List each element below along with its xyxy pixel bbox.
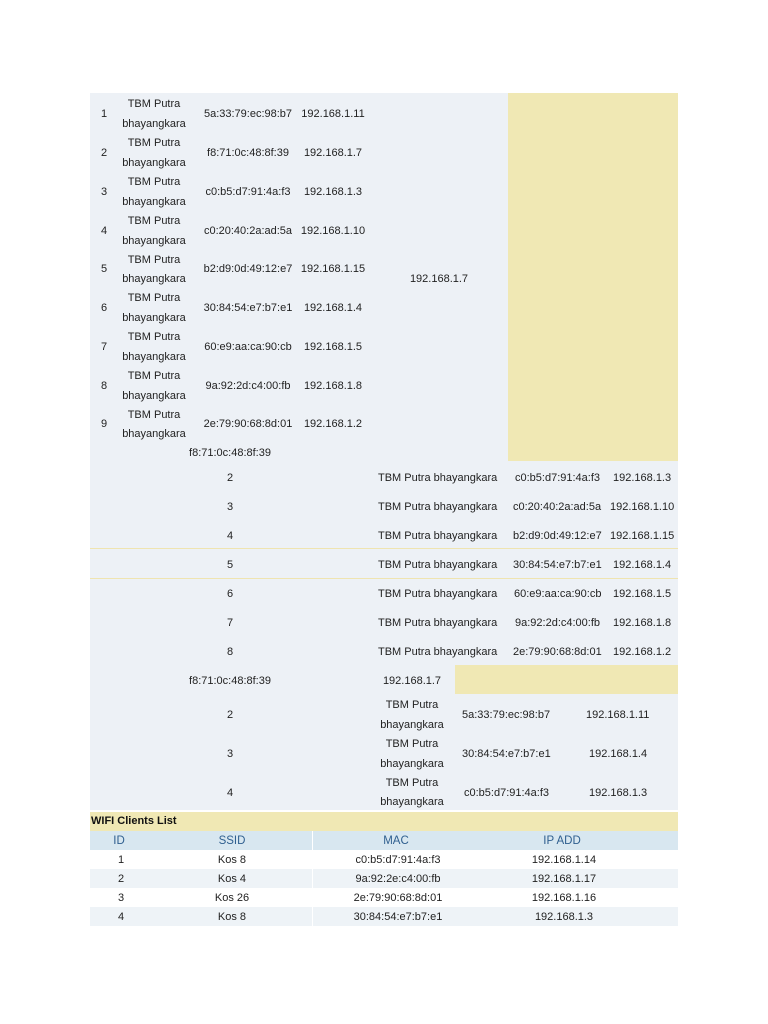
- cell-ssid: Kos 8: [217, 854, 247, 866]
- cell-ip: 192.168.1.17: [531, 873, 597, 885]
- row-id: 4: [226, 530, 234, 542]
- row-name-line2: bhayangkara: [122, 273, 186, 285]
- row-id: 8: [226, 646, 234, 658]
- header-id: ID: [113, 835, 125, 847]
- row-ip: 192.168.1.11: [301, 108, 365, 120]
- row-mac: c0:b5:d7:91:4a:f3: [205, 186, 291, 198]
- row-name-line2: bhayangkara: [380, 796, 444, 808]
- row-name: TBM Putra bhayangkara: [378, 530, 498, 542]
- row-ip: 192.168.1.5: [613, 588, 672, 600]
- row-name-line1: TBM Putra: [127, 254, 181, 266]
- cell-mac: 9a:92:2e:c4:00:fb: [355, 873, 441, 885]
- row-name: TBM Putra bhayangkara: [378, 588, 498, 600]
- row-ip: 192.168.1.8: [613, 617, 672, 629]
- row-mac: c0:20:40:2a:ad:5a: [513, 501, 602, 513]
- row-ip: 192.168.1.15: [300, 263, 366, 275]
- row-ip: 192.168.1.2: [613, 646, 672, 658]
- cell-mac: 2e:79:90:68:8d:01: [353, 892, 443, 904]
- row-id: 5: [100, 263, 108, 275]
- row-mac: 30:84:54:e7:b7:e1: [203, 302, 293, 314]
- row-name-line2: bhayangkara: [122, 157, 186, 169]
- row-ip: 192.168.1.3: [613, 472, 672, 484]
- row-ip: 192.168.1.10: [610, 501, 675, 513]
- row-mac: 2e:79:90:68:8d:01: [513, 646, 602, 658]
- row-id: 3: [226, 501, 234, 513]
- row-name-line1: TBM Putra: [127, 331, 181, 343]
- row-mac: f8:71:0c:48:8f:39: [207, 147, 289, 159]
- row-name-line2: bhayangkara: [122, 196, 186, 208]
- row-id: 2: [226, 472, 234, 484]
- row-mac: 9a:92:2d:c4:00:fb: [515, 617, 601, 629]
- row-ip: 192.168.1.8: [303, 380, 363, 392]
- cell-mac: 30:84:54:e7:b7:e1: [353, 911, 443, 923]
- row-ip: 192.168.1.5: [303, 341, 363, 353]
- row-name: TBM Putra bhayangkara: [378, 646, 498, 658]
- row-name-line1: TBM Putra: [127, 137, 181, 149]
- section2-divider-top: [90, 548, 678, 549]
- wifi-column-divider: [312, 831, 313, 926]
- row-name-line2: bhayangkara: [122, 390, 186, 402]
- row-name-line1: TBM Putra: [127, 215, 181, 227]
- row-id: 2: [226, 709, 234, 721]
- cell-ssid: Kos 26: [214, 892, 250, 904]
- row-mac: 30:84:54:e7:b7:e1: [462, 748, 551, 760]
- row-mac: 30:84:54:e7:b7:e1: [513, 559, 602, 571]
- cell-ip: 192.168.1.16: [531, 892, 597, 904]
- section2-footer-mac: f8:71:0c:48:8f:39: [189, 675, 271, 687]
- wifi-title-bar: [90, 812, 678, 831]
- row-id: 8: [100, 380, 108, 392]
- row-id: 7: [100, 341, 108, 353]
- cell-id: 3: [117, 892, 125, 904]
- row-mac: 60:e9:aa:ca:90:cb: [514, 588, 602, 600]
- row-name-line1: TBM Putra: [127, 98, 181, 110]
- row-name: TBM Putra bhayangkara: [378, 472, 498, 484]
- section2-footer-ip: 192.168.1.7: [382, 675, 442, 687]
- section1-footer-mac: f8:71:0c:48:8f:39: [189, 447, 271, 459]
- row-mac: c0:b5:d7:91:4a:f3: [515, 472, 601, 484]
- row-id: 4: [100, 225, 108, 237]
- row-mac: c0:b5:d7:91:4a:f3: [464, 787, 550, 799]
- row-mac: c0:20:40:2a:ad:5a: [203, 225, 293, 237]
- row-name-line1: TBM Putra: [127, 409, 181, 421]
- row-id: 1: [100, 108, 108, 120]
- row-ip: 192.168.1.4: [613, 559, 672, 571]
- row-id: 3: [226, 748, 234, 760]
- row-id: 3: [100, 186, 108, 198]
- row-ip: 192.168.1.4: [303, 302, 363, 314]
- cell-id: 4: [117, 911, 125, 923]
- row-name-line1: TBM Putra: [127, 292, 181, 304]
- row-ip: 192.168.1.11: [586, 709, 650, 721]
- row-ip: 192.168.1.7: [303, 147, 363, 159]
- row-name-line1: TBM Putra: [127, 176, 181, 188]
- row-id: 6: [226, 588, 234, 600]
- cell-ip: 192.168.1.3: [534, 911, 594, 923]
- cell-id: 2: [117, 873, 125, 885]
- header-ip: IP ADD: [543, 835, 581, 847]
- row-ip: 192.168.1.15: [610, 530, 675, 542]
- row-name: TBM Putra bhayangkara: [378, 559, 498, 571]
- row-name-line1: TBM Putra: [385, 699, 439, 711]
- row-name-line1: TBM Putra: [127, 370, 181, 382]
- wifi-table-title: WIFI Clients List: [91, 815, 177, 827]
- row-name-line1: TBM Putra: [385, 738, 439, 750]
- cell-ssid: Kos 8: [217, 911, 247, 923]
- cell-id: 1: [117, 854, 125, 866]
- section1-yellow-block: [508, 93, 678, 461]
- section2-divider-bottom: [90, 578, 678, 579]
- row-ip: 192.168.1.3: [303, 186, 363, 198]
- row-mac: 60:e9:aa:ca:90:cb: [204, 341, 292, 353]
- row-name-line1: TBM Putra: [385, 777, 439, 789]
- row-name-line2: bhayangkara: [122, 351, 186, 363]
- row-mac: b2:d9:0d:49:12:e7: [203, 263, 293, 275]
- row-mac: 5a:33:79:ec:98:b7: [462, 709, 551, 721]
- cell-ssid: Kos 4: [217, 873, 247, 885]
- cell-ip: 192.168.1.14: [531, 854, 597, 866]
- row-id: 6: [100, 302, 108, 314]
- row-ip: 192.168.1.3: [589, 787, 648, 799]
- row-id: 9: [100, 418, 108, 430]
- row-name-line2: bhayangkara: [380, 719, 444, 731]
- row-name-line2: bhayangkara: [122, 235, 186, 247]
- section3-yellow-block: [455, 665, 678, 694]
- row-ip: 192.168.1.4: [589, 748, 648, 760]
- row-mac: 5a:33:79:ec:98:b7: [203, 108, 293, 120]
- row-name-line2: bhayangkara: [122, 118, 186, 130]
- row-mac: b2:d9:0d:49:12:e7: [513, 530, 602, 542]
- row-id: 5: [226, 559, 234, 571]
- row-mac: 2e:79:90:68:8d:01: [203, 418, 293, 430]
- row-id: 2: [100, 147, 108, 159]
- gateway-ip: 192.168.1.7: [409, 273, 469, 285]
- row-ip: 192.168.1.2: [303, 418, 363, 430]
- row-mac: 9a:92:2d:c4:00:fb: [205, 380, 291, 392]
- row-ip: 192.168.1.10: [300, 225, 366, 237]
- row-name-line2: bhayangkara: [122, 312, 186, 324]
- header-ssid: SSID: [218, 835, 246, 847]
- row-id: 4: [226, 787, 234, 799]
- row-id: 7: [226, 617, 234, 629]
- row-name: TBM Putra bhayangkara: [378, 501, 498, 513]
- row-name-line2: bhayangkara: [380, 758, 444, 770]
- cell-mac: c0:b5:d7:91:4a:f3: [355, 854, 441, 866]
- row-name-line2: bhayangkara: [122, 428, 186, 440]
- row-name: TBM Putra bhayangkara: [378, 617, 498, 629]
- header-mac: MAC: [383, 835, 409, 847]
